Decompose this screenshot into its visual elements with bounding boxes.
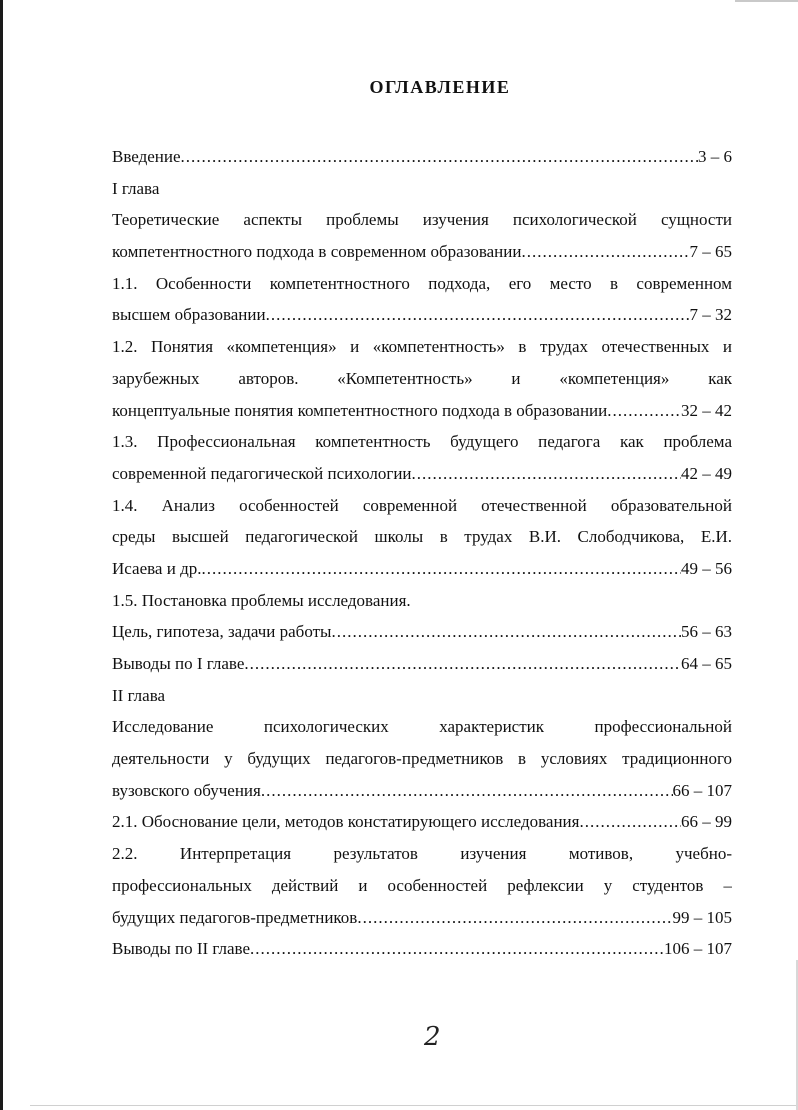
toc-entry-chapter1 (112, 236, 732, 268)
toc-entry-pages: 64 – 65 (681, 654, 732, 673)
dot-leader (250, 933, 664, 965)
toc-entry-conclusions-2 (112, 933, 732, 965)
dot-leader (244, 648, 681, 680)
toc-entry-pages: 32 – 42 (681, 400, 732, 420)
section-1-1-line1: 1.1. Особенности компетентностного подхода, его место в современном (112, 273, 732, 293)
toc-entry-label: Выводы по I главе (112, 654, 245, 673)
toc-entry-section-1-2 (112, 395, 732, 427)
toc-entry-label: будущих педагогов-предметников (112, 907, 358, 927)
toc-entry-pages: 56 – 63 (681, 622, 732, 642)
section-2-2-line1: 2.2. Интерпретация результатов изучения мотивов, учебно- (112, 844, 732, 864)
toc-entry-pages: 49 – 56 (681, 558, 732, 578)
section-1-4-line1: 1.4. Анализ особенностей современной отечественной образовательной (112, 495, 732, 515)
table-of-contents (112, 141, 732, 965)
toc-entry-pages: 7 – 65 (689, 242, 732, 262)
toc-entry-pages: 42 – 49 (681, 463, 732, 483)
dot-leader (261, 775, 673, 807)
handwritten-page-number: 2 (424, 1022, 441, 1052)
chapter1-title-line1: Теоретические аспекты проблемы изучения психологической сущности (112, 210, 732, 230)
toc-entry-section-1-1 (112, 299, 732, 331)
toc-entry-chapter2 (112, 775, 732, 807)
page-title: ОГЛАВЛЕНИЕ (369, 77, 511, 97)
toc-entry-intro (112, 141, 732, 173)
toc-entry-section-1-3 (112, 458, 732, 490)
toc-entry-pages: 99 – 105 (672, 907, 732, 927)
dot-leader (266, 299, 690, 331)
toc-entry-label: компетентностного подхода в современном образовании (112, 242, 522, 262)
dot-leader (579, 806, 681, 838)
dot-leader (357, 902, 672, 934)
toc-entry-pages: 3 – 6 (698, 147, 732, 166)
dot-leader (201, 553, 681, 585)
toc-entry-pages: 106 – 107 (664, 939, 732, 959)
chapter2-title-line1: Исследование психологических характеристик профессиональной (112, 717, 732, 737)
section-1-2-line1: 1.2. Понятия «компетенция» и «компетентность» в трудах отечественных и (112, 337, 732, 357)
toc-entry-section-2-1 (112, 806, 732, 838)
section-2-2-line2: профессиональных действий и особенностей рефлексии у студентов – (112, 875, 732, 895)
chapter2-title-line2: деятельности у будущих педагогов-предметников в условиях традиционного (112, 749, 732, 769)
scan-left-edge (0, 0, 3, 1110)
toc-entry-label: вузовского обучения (112, 780, 261, 800)
dot-leader (412, 458, 681, 490)
toc-entry-pages: 66 – 99 (681, 812, 732, 832)
toc-entry-pages: 66 – 107 (672, 780, 732, 800)
section-1-3-line1: 1.3. Профессиональная компетентность будущего педагога как проблема (112, 432, 732, 452)
section-1-2-line2: зарубежных авторов. «Компетентность» и «компетенция» как (112, 368, 732, 388)
toc-entry-label: современной педагогической психологии (112, 463, 412, 483)
toc-entry-label: высшем образовании (112, 305, 266, 325)
dot-leader (331, 616, 681, 648)
toc-entry-label: Введение (112, 147, 181, 166)
toc-entry-label: 2.1. Обоснование цели, методов констатирующего исследования (112, 812, 580, 832)
toc-entry-conclusions-1 (112, 648, 732, 680)
toc-entry-label: Исаева и др. (112, 558, 202, 578)
toc-entry-label: концептуальные понятия компетентностного подхода в образовании (112, 400, 608, 420)
toc-entry-section-1-4 (112, 553, 732, 585)
toc-entry-pages: 7 – 32 (689, 305, 732, 325)
chapter1-heading: I глава (112, 178, 160, 198)
scan-bottom-edge (30, 1105, 798, 1106)
section-1-4-line2: среды высшей педагогической школы в трудах В.И. Слободчикова, Е.И. (112, 527, 732, 547)
dot-leader (607, 395, 681, 427)
toc-entry-label: Выводы по II главе (112, 939, 251, 959)
section-1-5-line1: 1.5. Постановка проблемы исследования. (112, 590, 411, 610)
dot-leader (181, 141, 698, 173)
toc-entry-label: Цель, гипотеза, задачи работы (112, 622, 332, 642)
dot-leader (521, 236, 689, 268)
chapter2-heading: II глава (112, 685, 166, 705)
scan-top-edge (735, 0, 798, 2)
toc-entry-section-2-2 (112, 902, 732, 934)
toc-entry-section-1-5 (112, 616, 732, 648)
